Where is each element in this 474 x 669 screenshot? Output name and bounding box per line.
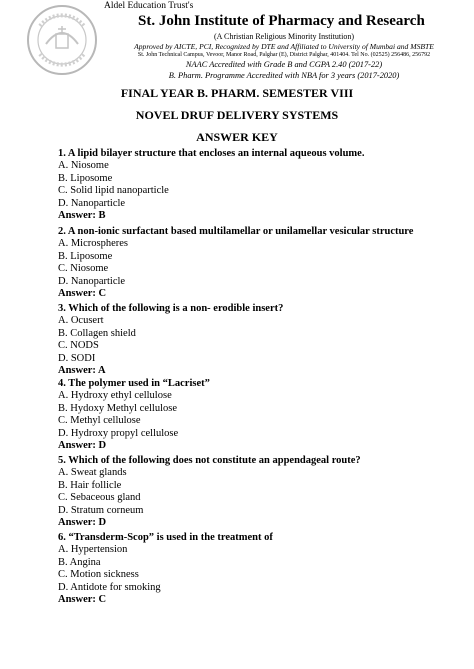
option: A. Hypertension [58,544,128,555]
address-line: St. John Technical Campus, Vevoor, Manor Road, Palghar (E), District Palghar, 401404. Tel No. (02525) 256486, 256792 [137,52,431,58]
question-text: 1. A lipid bilayer structure that encloses an internal aqueous volume. [58,148,365,159]
answer: Answer: C [58,288,107,300]
approval-line: Approved by AICTE, PCI, Recognized by DTE and Affiliated to University of Mumbai and MSBTE [134,42,434,51]
trust-name: Aldel Education Trust's [104,1,194,11]
answer: Answer: A [58,365,106,377]
option: C. Solid lipid nanoparticle [58,185,169,197]
option: C. Methyl cellulose [58,415,141,427]
question-4 [58,377,458,453]
question-text: 5. Which of the following does not constitute an appendageal route? [58,455,361,466]
option: B. Hair follicle [58,479,122,491]
nba-line: B. Pharm. Programme Accredited with NBA for 3 years (2017-2020) [168,71,400,80]
option: D. Stratum corneum [58,504,144,516]
institute-name: St. John Institute of Pharmacy and Research [138,13,425,29]
option: A. Ocusert [58,315,104,326]
question-text: 4. The polymer used in “Lacriset” [58,378,210,389]
option: A. Niosome [58,160,109,171]
option: C. Sebaceous gland [58,492,141,504]
option: A. Microspheres [58,238,128,249]
question-6 [58,531,458,607]
option: D. Nanoparticle [58,275,126,287]
naac-line: NAAC Accredited with Grade B and CGPA 2.40 (2017-22) [185,60,383,69]
subject-title: NOVEL DRUF DELIVERY SYSTEMS [135,108,339,122]
question-text: 6. “Transderm-Scop” is used in the treatment of [58,532,273,543]
option: C. Niosome [58,263,109,275]
option: C. NODS [58,340,99,352]
option: A. Hydroxy ethyl cellulose [58,390,172,401]
question-5 [58,454,458,530]
question-2 [58,225,458,301]
question-3 [58,302,458,378]
institute-seal-logo [26,4,98,76]
option: B. Liposome [58,172,113,184]
answer: Answer: D [58,517,107,529]
option: D. Nanoparticle [58,197,126,209]
answer-key-title: ANSWER KEY [196,130,278,144]
question-text: 2. A non-ionic surfactant based multilamellar or unilamellar vesicular structure [58,226,414,237]
option: B. Collagen shield [58,327,136,339]
option: C. Motion sickness [58,569,139,581]
minority-status: (A Christian Religious Minority Institution) [214,32,354,41]
option: A. Sweat glands [58,467,127,478]
option: B. Liposome [58,250,113,262]
option: D. Hydroxy propyl cellulose [58,427,179,439]
option: D. SODI [58,352,96,364]
option: B. Angina [58,556,101,568]
answer: Answer: D [58,440,107,452]
option: B. Hydoxy Methyl cellulose [58,402,177,414]
question-1 [58,147,458,223]
option: D. Antidote for smoking [58,581,161,593]
answer: Answer: B [58,210,106,222]
question-text: 3. Which of the following is a non- erodible insert? [58,303,284,314]
answer: Answer: C [58,594,107,606]
course-year-title: FINAL YEAR B. PHARM. SEMESTER VIII [120,86,354,100]
